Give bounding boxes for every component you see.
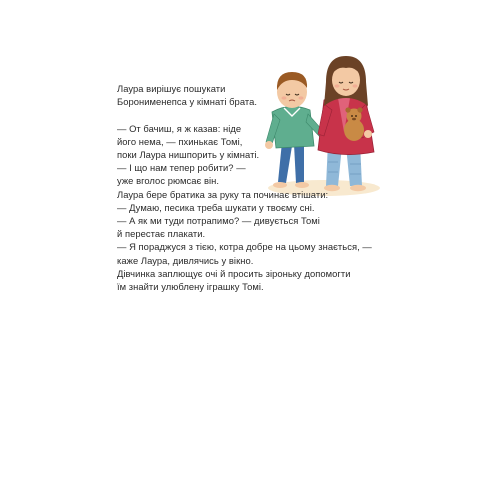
- story-line: каже Лаура, дивлячись у вікно.: [117, 254, 254, 266]
- story-line: Боронименепса у кімнаті брата.: [117, 96, 258, 108]
- story-line: — А як ми туди потрапимо? — дивується Томі: [117, 215, 320, 227]
- story-line: уже вголос рюмсає він.: [117, 175, 219, 187]
- story-line: Лаура бере братика за руку та починає втішати:: [117, 188, 329, 200]
- story-line: поки Лаура нишпорить у кімнаті.: [117, 149, 260, 160]
- story-line: й перестає плакати.: [117, 228, 206, 240]
- story-line: Лаура вирішує пошукати: [117, 83, 226, 94]
- story-line: — І що нам тепер робити? —: [117, 162, 246, 174]
- story-line: — Я пораджуся з тією, котра добре на цьому знається, —: [117, 241, 372, 253]
- story-paragraph: [117, 122, 392, 294]
- story-line: його нема, — пхинькає Томі,: [117, 135, 243, 147]
- story-line: їм знайти улюблену іграшку Томі.: [117, 281, 264, 293]
- story-paragraph: [117, 82, 392, 108]
- story-line: Дівчинка заплющує очі й просить зіроньку допомогти: [117, 267, 351, 279]
- story-line: — От бачиш, я ж казав: ніде: [117, 122, 242, 134]
- story-text: [117, 82, 392, 293]
- story-line: — Думаю, песика треба шукати у твоєму сні.: [117, 201, 315, 213]
